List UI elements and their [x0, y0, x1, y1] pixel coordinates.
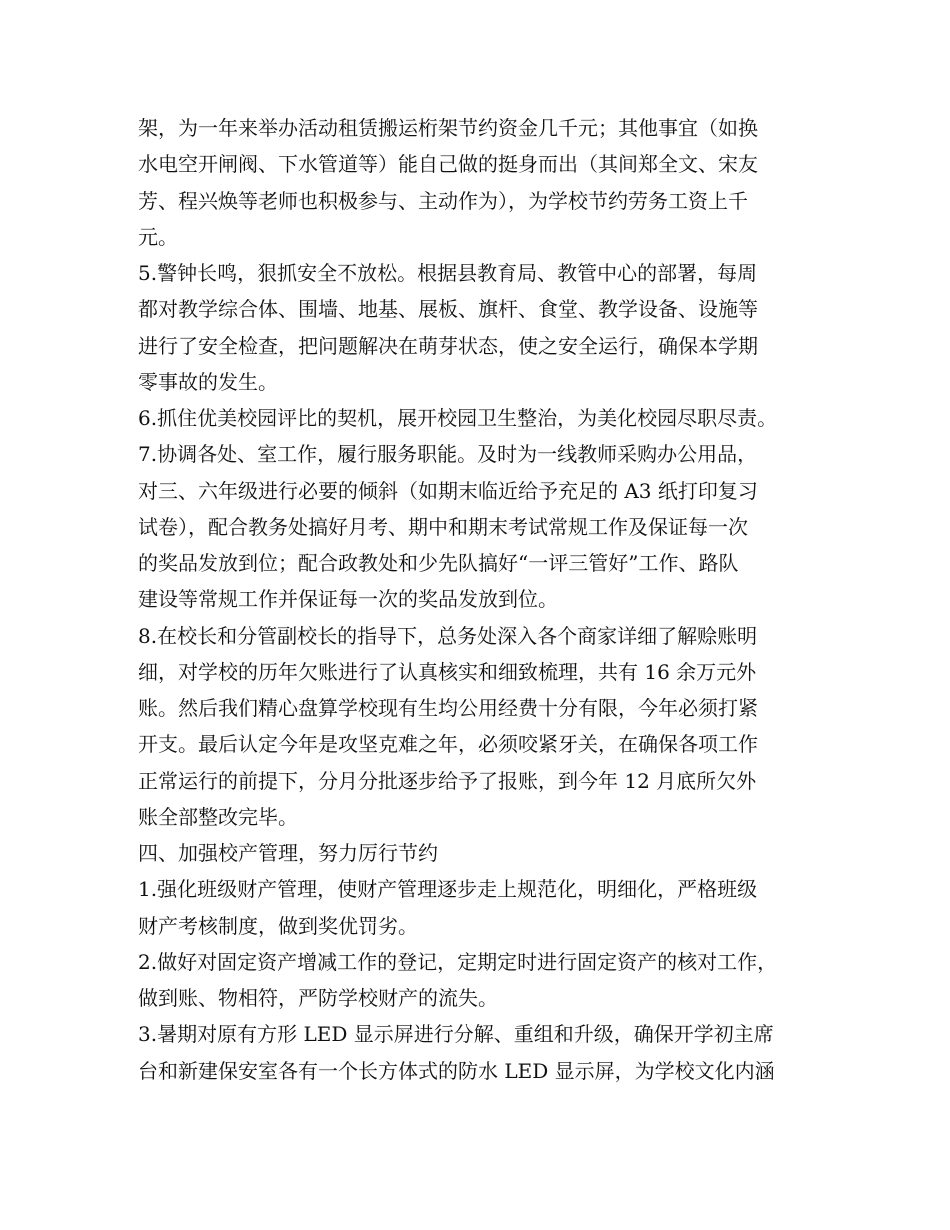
text-line: 的奖品发放到位；配合政教处和少先队搞好“一评三管好”工作、路队: [138, 551, 739, 575]
text-line: 进行了安全检查，把问题解决在萌芽状态，使之安全运行，确保本学期: [138, 333, 758, 358]
text-line: 水电空开闸阀、下水管道等）能自己做的挺身而出（其间郑全文、宋友: [138, 152, 758, 177]
text-line: 建设等常规工作并保证每一次的奖品发放到位。: [138, 587, 558, 612]
text-line: 芳、程兴焕等老师也积极参与、主动作为），为学校节约劳务工资上千: [138, 188, 748, 213]
text-line: 台和新建保安室各有一个长方体式的防水 LED 显示屏，为学校文化内涵: [138, 1058, 775, 1083]
text-line: 7.协调各处、室工作，履行服务职能。及时为一线教师采购办公用品，: [138, 442, 758, 467]
text-line: 开支。最后认定今年是攻坚克难之年，必须咬紧牙关，在确保各项工作: [138, 732, 758, 757]
text-line: 账全部整改完毕。: [138, 804, 298, 829]
text-line: 6.抓住优美校园评比的契机，展开校园卫生整治，为美化校园尽职尽责。: [138, 406, 778, 430]
text-line: 正常运行的前提下，分月分批逐步给予了报账，到今年 12 月底所欠外: [138, 768, 757, 793]
text-line: 元。: [138, 224, 178, 249]
text-line: 都对教学综合体、围墙、地基、展板、旗杆、食堂、教学设备、设施等: [138, 297, 758, 322]
text-line: 3.暑期对原有方形 LED 显示屏进行分解、重组和升级，确保开学初主席: [138, 1022, 774, 1047]
text-line: 架，为一年来举办活动租赁搬运桁架节约资金几千元；其他事宜（如换: [138, 116, 758, 140]
document-body: [138, 110, 838, 1089]
text-line: 零事故的发生。: [138, 369, 278, 394]
text-line: 2.做好对固定资产增减工作的登记，定期定时进行固定资产的核对工作，: [138, 949, 778, 974]
text-line: 财产考核制度，做到奖优罚劣。: [138, 913, 418, 938]
text-line: 5.警钟长鸣，狠抓安全不放松。根据县教育局、教管中心的部署，每周: [138, 261, 758, 285]
text-line: 试卷），配合教务处搞好月考、期中和期末考试常规工作及保证每一次: [138, 514, 748, 539]
text-line: 做到账、物相符，严防学校财产的流失。: [138, 986, 498, 1010]
text-line: 8.在校长和分管副校长的指导下，总务处深入各个商家详细了解赊账明: [138, 623, 758, 648]
text-line: 1.强化班级财产管理，使财产管理逐步走上规范化，明细化，严格班级: [138, 877, 758, 902]
section-heading: 四、加强校产管理，努力厉行节约: [138, 841, 438, 865]
text-line: 账。然后我们精心盘算学校现有生均公用经费十分有限，今年必须打紧: [138, 696, 758, 720]
text-line: 细，对学校的历年欠账进行了认真核实和细致梳理，共有 16 余万元外: [138, 659, 757, 684]
text-line: 对三、六年级进行必要的倾斜（如期末临近给予充足的 A3 纸打印复习: [138, 478, 758, 503]
